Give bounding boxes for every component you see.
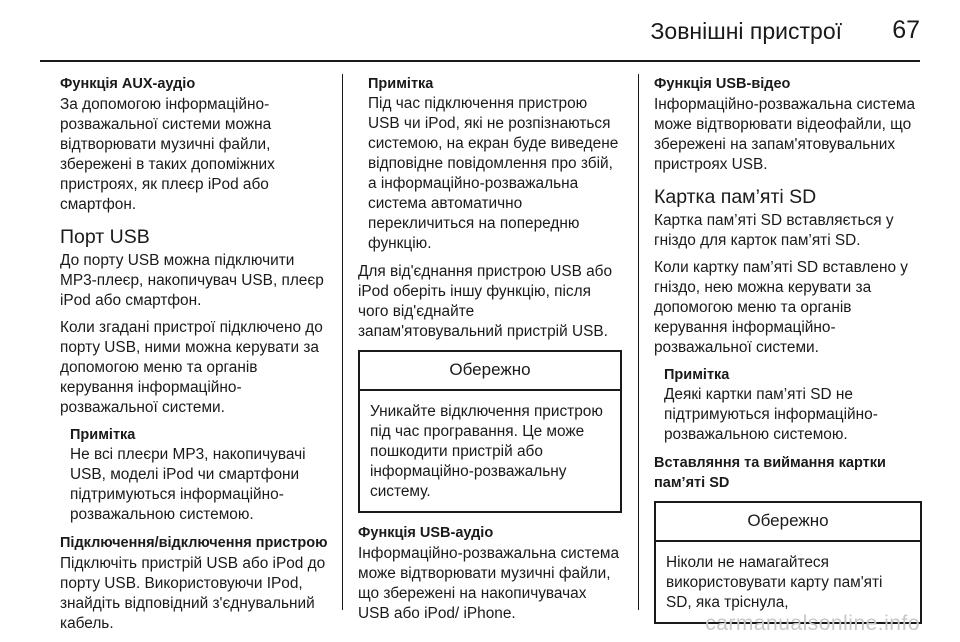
note-text: Під час підключення пристрою USB чи iPod, які не розпізнаються системою, на екран буде виведене відповідне повідомлення про збій, а інформаційно-розважальна система автоматично перекличиться на попередню функцію.: [368, 95, 619, 252]
usb-audio-text: Інформаційно-розважальна система може відтворювати музичні файли, що збережені на накопичувачах USB або iPod/ iPhone.: [358, 545, 620, 622]
usb-audio-title: Функція USB-аудіо: [358, 525, 494, 541]
note-title: Примітка: [664, 367, 730, 383]
usb-port-text-1: До порту USB можна підключити MP3-плеєр, накопичувач USB, плеєр iPod або смартфон.: [60, 252, 324, 309]
disconnect-text: Для від'єднання пристрою USB або iPod оберіть іншу функцію, після чого від'єднайте запам'ятовувальний пристрій USB.: [358, 263, 613, 340]
page-number: 67: [892, 16, 920, 44]
sd-card-text-1: Картка пам’яті SD вставляється у гніздо для карток пам’яті SD.: [654, 212, 894, 249]
note-title: Примітка: [70, 427, 136, 443]
insert-sd-title: Вставляння та виймання картки пам’яті SD: [654, 455, 886, 491]
connect-device-title: Підключення/відключення пристрою: [60, 535, 328, 551]
usb-video-title: Функція USB-відео: [654, 76, 791, 92]
column-2: [358, 74, 622, 631]
sd-card-text-2: Коли картку пам’яті SD вставлено у гніздо, нею можна керувати за допомогою меню та органів керування інформаційно-розважальної системи.: [654, 259, 908, 356]
header-rule: [40, 60, 920, 62]
usb-port-text-2: Коли згадані пристрої підключено до порту USB, ними можна керувати за допомогою меню та органів керування інформаційно-розважальної системи.: [60, 319, 323, 416]
aux-audio-title: Функція AUX-аудіо: [60, 76, 196, 92]
page-title: Зовнішні пристрої: [650, 18, 842, 44]
caution-title: Обережно: [360, 352, 620, 391]
watermark: carmanualsonline.info: [705, 612, 920, 635]
note-usb-support: [70, 425, 332, 525]
note-unrecognized-device: [368, 74, 622, 254]
connect-device-text: Підключіть пристрій USB або iPod до порту USB. Використовуючи IPod, знайдіть відповідний з'єднувальний кабель.: [60, 555, 326, 632]
caution-box-usb: [358, 350, 622, 513]
note-text: Не всі плеєри MP3, накопичувачі USB, моделі iPod чи смартфони підтримуються інформаційно-розважальною системою.: [70, 446, 306, 523]
note-title: Примітка: [368, 76, 434, 92]
usb-port-heading: Порт USB: [60, 226, 150, 248]
page-header: [40, 0, 920, 64]
usb-video-text: Інформаційно-розважальна система може відтворювати відеофайли, що збережені на запам'ятовувальних пристроях USB.: [654, 96, 916, 173]
caution-text: Уникайте відключення пристрою під час програвання. Це може пошкодити пристрій або інформаційно-розважальну систему.: [370, 403, 603, 500]
sd-card-heading: Картка пам’яті SD: [654, 186, 817, 208]
caution-text: Ніколи не намагайтеся використовувати карту пам'яті SD, яка тріснула,: [666, 554, 883, 611]
column-divider-2: [638, 74, 639, 610]
caution-title: Обережно: [656, 503, 920, 542]
column-divider-1: [342, 74, 343, 610]
column-3: [654, 74, 922, 634]
aux-audio-text: За допомогою інформаційно-розважальної системи можна відтворювати музичні файли, збережені в таких допоміжних пристроях, як плеєр iPod або смартфон.: [60, 96, 275, 213]
caution-box-sd: [654, 501, 922, 624]
column-1: [60, 74, 332, 641]
note-text: Деякі картки пам’яті SD не підтримуються інформаційно-розважальною системою.: [664, 386, 878, 443]
note-sd-support: [664, 365, 922, 445]
